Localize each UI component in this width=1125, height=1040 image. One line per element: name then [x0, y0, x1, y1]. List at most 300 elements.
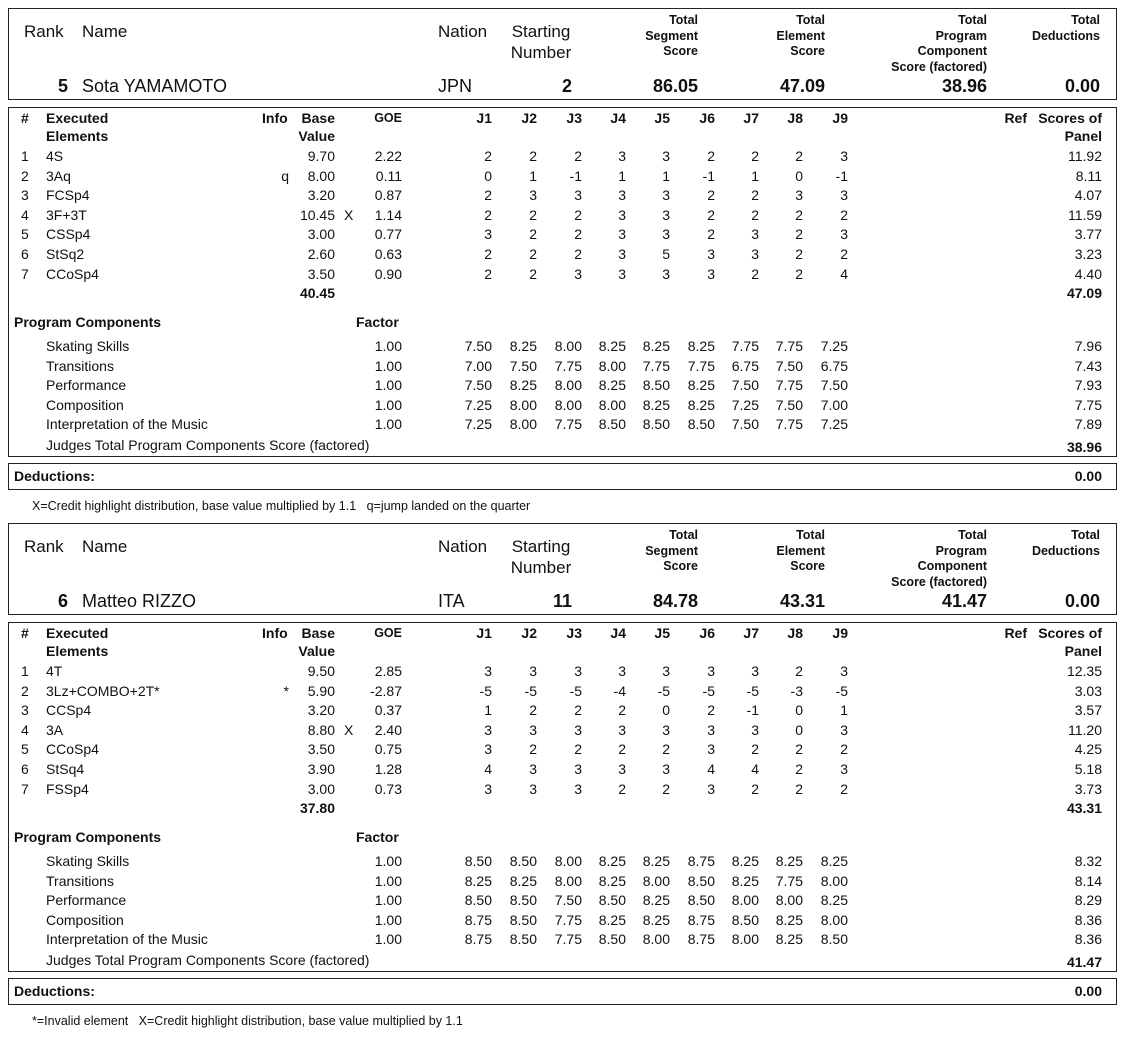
judge-component-mark: 7.50 — [731, 377, 759, 394]
judge-component-mark: 7.50 — [554, 892, 582, 909]
element-code: 4S — [46, 148, 64, 164]
judge-component-mark: 8.25 — [687, 338, 715, 354]
judge-component-mark: 8.00 — [642, 931, 670, 948]
element-code: 3F+3T — [46, 206, 87, 223]
rank-label: Rank — [24, 22, 64, 41]
judge-header: J9 — [832, 625, 848, 641]
tes-label: Score — [790, 559, 825, 573]
judge-goe: 3 — [618, 246, 626, 262]
judge-goe: 2 — [707, 148, 715, 164]
element-goe: 2.22 — [374, 148, 402, 164]
judge-component-mark: 8.75 — [464, 911, 492, 928]
judge-goe: 2 — [707, 206, 715, 223]
judge-goe: -5 — [835, 682, 848, 699]
total-segment-score: 86.05 — [652, 76, 698, 96]
judge-goe: 4 — [484, 761, 492, 777]
judge-component-mark: 7.75 — [642, 357, 670, 374]
judge-goe: 2 — [751, 741, 759, 758]
judge-goe: 2 — [840, 206, 848, 223]
judge-component-mark: 7.25 — [820, 338, 848, 354]
component-panel-score: 8.36 — [1074, 911, 1102, 928]
judge-component-mark: 8.25 — [598, 853, 626, 869]
judge-component-mark: 7.50 — [464, 377, 492, 394]
base-value-total: 40.45 — [299, 285, 335, 302]
judge-goe: 2 — [795, 780, 803, 797]
element-row — [0, 683, 1125, 703]
judge-component-mark: 8.25 — [642, 853, 670, 869]
judge-component-mark: 8.50 — [642, 416, 670, 433]
component-row — [0, 338, 1125, 358]
judge-header: J7 — [743, 625, 759, 641]
judge-goe: 3 — [529, 663, 537, 679]
judge-component-mark: 7.50 — [509, 357, 537, 374]
judge-goe: 4 — [707, 761, 715, 777]
total-element-score: 47.09 — [779, 76, 825, 96]
deductions-box — [8, 978, 1117, 1005]
element-base-value: 3.90 — [307, 761, 335, 777]
element-panel-score: 4.07 — [1074, 187, 1102, 204]
pcs-label: Component — [917, 559, 987, 573]
judge-component-mark: 8.50 — [598, 931, 626, 948]
component-factor: 1.00 — [374, 892, 402, 909]
deductions-label: Deductions: — [14, 468, 95, 484]
judge-component-mark: 8.50 — [687, 872, 715, 889]
judge-component-mark: 7.75 — [775, 872, 803, 889]
judge-goe: 2 — [707, 187, 715, 204]
judge-goe: -5 — [657, 682, 670, 699]
judge-component-mark: 8.00 — [554, 396, 582, 413]
component-name: Composition — [46, 911, 124, 928]
judge-goe: 2 — [751, 780, 759, 797]
judge-goe: 3 — [662, 148, 670, 164]
judge-header: J6 — [699, 625, 715, 641]
judge-goe: 2 — [618, 780, 626, 797]
element-number: 3 — [21, 187, 29, 204]
element-base-value: 10.45 — [299, 206, 335, 223]
judge-component-mark: 8.25 — [731, 872, 759, 889]
component-name: Interpretation of the Music — [46, 931, 208, 948]
judge-goe: 3 — [751, 226, 759, 243]
component-factor: 1.00 — [374, 377, 402, 394]
element-panel-score: 12.35 — [1066, 663, 1102, 679]
judge-goe: 2 — [574, 148, 582, 164]
judge-goe: -3 — [790, 682, 803, 699]
judge-goe: 2 — [795, 663, 803, 679]
judge-component-mark: 8.25 — [598, 911, 626, 928]
element-number: 2 — [21, 167, 29, 184]
judge-component-mark: 7.00 — [820, 396, 848, 413]
judge-goe: 2 — [484, 246, 492, 262]
component-name: Skating Skills — [46, 853, 130, 869]
judge-header: J9 — [832, 110, 848, 126]
judge-goe: 3 — [662, 226, 670, 243]
tes-label: Element — [776, 28, 825, 43]
judge-goe: 3 — [484, 721, 492, 738]
element-panel-score: 4.40 — [1074, 265, 1102, 282]
element-credit-flag: X — [344, 206, 354, 223]
judge-goe: 3 — [840, 663, 848, 679]
judge-component-mark: 8.25 — [687, 377, 715, 394]
judge-component-mark: 8.25 — [775, 931, 803, 948]
tes-label: Total — [796, 13, 825, 27]
judge-goe: 3 — [484, 663, 492, 679]
judge-goe: 3 — [707, 721, 715, 738]
element-number: 2 — [21, 682, 29, 699]
judge-component-mark: 7.00 — [464, 357, 492, 374]
element-panel-score: 11.59 — [1068, 206, 1102, 223]
judge-goe: 4 — [840, 265, 848, 282]
judge-goe: 3 — [662, 187, 670, 204]
element-number: 7 — [21, 265, 29, 282]
skater-name: Matteo RIZZO — [82, 591, 197, 611]
judge-goe: 2 — [529, 702, 537, 719]
element-base-value: 3.20 — [307, 187, 335, 204]
judge-component-mark: 8.00 — [509, 396, 537, 413]
judge-component-mark: 8.00 — [731, 892, 759, 909]
component-factor: 1.00 — [374, 931, 402, 948]
total-pcs: 38.96 — [941, 76, 987, 96]
skater-section — [0, 515, 1125, 1030]
name-label: Name — [82, 22, 128, 41]
judges-total-pcs-label: Judges Total Program Components Score (factored) — [46, 952, 370, 968]
component-row — [0, 358, 1125, 378]
component-name: Composition — [46, 396, 124, 413]
tss-label: Score — [663, 44, 698, 58]
judge-component-mark: 6.75 — [820, 357, 848, 374]
tss-label: Segment — [645, 543, 698, 558]
judge-goe: 3 — [529, 780, 537, 797]
judge-goe: -5 — [479, 682, 492, 699]
judge-goe: 2 — [574, 206, 582, 223]
judge-goe: 3 — [662, 265, 670, 282]
judge-component-mark: 8.50 — [731, 911, 759, 928]
component-factor: 1.00 — [374, 872, 402, 889]
judge-goe: 3 — [484, 226, 492, 243]
element-code: 3Aq — [46, 167, 71, 184]
judge-header: J1 — [476, 625, 492, 641]
judge-component-mark: 8.25 — [687, 396, 715, 413]
pcs-label: Total — [958, 13, 987, 27]
component-row — [0, 377, 1125, 397]
component-factor: 1.00 — [374, 853, 402, 869]
element-row — [0, 148, 1125, 168]
judge-goe: 2 — [529, 741, 537, 758]
element-goe: -2.87 — [370, 682, 402, 699]
component-row — [0, 873, 1125, 893]
judge-goe: 3 — [618, 721, 626, 738]
judge-component-mark: 8.00 — [731, 931, 759, 948]
element-base-value: 2.60 — [307, 246, 335, 262]
judge-component-mark: 8.50 — [509, 853, 537, 869]
element-panel-score: 11.92 — [1068, 148, 1102, 164]
judge-component-mark: 7.75 — [775, 416, 803, 433]
judge-goe: 3 — [574, 761, 582, 777]
judge-goe: 2 — [840, 780, 848, 797]
col-base-header: Base — [301, 625, 335, 641]
judge-component-mark: 8.25 — [598, 338, 626, 354]
judge-header: J3 — [566, 625, 582, 641]
col-info-header: Info — [262, 110, 288, 126]
judge-goe: 3 — [574, 187, 582, 204]
judge-goe: 1 — [484, 702, 492, 719]
element-goe: 1.28 — [374, 761, 402, 777]
deductions-value: 0.00 — [1074, 468, 1102, 484]
total-pcs: 41.47 — [941, 591, 987, 611]
element-goe: 0.77 — [374, 226, 402, 243]
judge-goe: 2 — [529, 206, 537, 223]
col-panel-header: Scores of — [1038, 625, 1102, 641]
element-row — [0, 207, 1125, 227]
program-components-header: Program Components — [14, 314, 162, 330]
judge-component-mark: 7.25 — [820, 416, 848, 433]
judge-goe: 1 — [618, 167, 626, 184]
element-number: 6 — [21, 761, 29, 777]
judge-component-mark: 6.75 — [731, 357, 759, 374]
tss-label: Total — [669, 13, 698, 27]
judge-component-mark: 8.50 — [509, 911, 537, 928]
judge-goe: 5 — [662, 246, 670, 262]
col-info-header: Info — [262, 625, 288, 641]
element-panel-score: 3.23 — [1074, 246, 1102, 262]
judge-component-mark: 8.25 — [509, 377, 537, 394]
judge-goe: 3 — [574, 265, 582, 282]
element-panel-score: 3.57 — [1074, 702, 1102, 719]
col-elements-header: Executed — [46, 110, 109, 126]
judge-goe: 3 — [751, 721, 759, 738]
skater-rank: 5 — [57, 76, 68, 96]
col-panel-header: Scores of — [1038, 110, 1102, 126]
judge-goe: 2 — [707, 226, 715, 243]
element-goe: 0.73 — [374, 780, 402, 797]
judge-goe: 3 — [707, 663, 715, 679]
judge-header: J1 — [476, 110, 492, 126]
judge-goe: 2 — [795, 148, 803, 164]
judge-goe: 3 — [840, 187, 848, 204]
component-panel-score: 8.14 — [1074, 872, 1102, 889]
element-goe: 2.40 — [374, 721, 402, 738]
element-code: 4T — [46, 663, 63, 679]
judge-component-mark: 8.00 — [642, 872, 670, 889]
judge-component-mark: 8.25 — [509, 872, 537, 889]
tes-label: Element — [776, 543, 825, 558]
judge-component-mark: 8.00 — [554, 338, 582, 354]
judge-goe: 3 — [840, 761, 848, 777]
judge-goe: 3 — [840, 148, 848, 164]
component-name: Transitions — [46, 872, 114, 889]
element-panel-score: 3.73 — [1074, 780, 1102, 797]
total-element-score: 43.31 — [779, 591, 825, 611]
judge-goe: 0 — [795, 721, 803, 738]
judge-component-mark: 8.00 — [820, 911, 848, 928]
component-panel-score: 7.93 — [1074, 377, 1102, 394]
element-panel-score: 4.25 — [1074, 741, 1102, 758]
judge-goe: 2 — [618, 741, 626, 758]
element-base-value: 3.00 — [307, 226, 335, 243]
deductions-label: Deductions — [1031, 543, 1100, 558]
judge-goe: 0 — [484, 167, 492, 184]
judge-component-mark: 8.50 — [509, 931, 537, 948]
element-number: 7 — [21, 780, 29, 797]
judge-component-mark: 7.50 — [464, 338, 492, 354]
judge-component-mark: 8.00 — [509, 416, 537, 433]
element-panel-score: 3.77 — [1074, 226, 1102, 243]
component-row — [0, 892, 1125, 912]
deductions-label: Deductions: — [14, 983, 95, 999]
judge-goe: 2 — [484, 187, 492, 204]
judge-goe: 2 — [529, 246, 537, 262]
pcs-label: Component — [917, 44, 987, 58]
footnote: *=Invalid element X=Credit highlight distribution, base value multiplied by 1.1 — [32, 1014, 463, 1028]
element-goe: 0.11 — [375, 167, 402, 184]
judge-goe: 1 — [662, 167, 670, 184]
col-goe-header: GOE — [374, 111, 402, 125]
judge-goe: 2 — [529, 148, 537, 164]
element-base-value: 3.20 — [307, 702, 335, 719]
judge-goe: -1 — [569, 167, 582, 184]
judge-header: J4 — [610, 110, 626, 126]
judge-goe: 3 — [618, 206, 626, 223]
judge-header: J4 — [610, 625, 626, 641]
judge-goe: 3 — [618, 187, 626, 204]
judge-goe: 3 — [529, 721, 537, 738]
starting-number-label: Number — [510, 558, 572, 577]
judge-goe: 2 — [751, 206, 759, 223]
judge-goe: 3 — [618, 265, 626, 282]
component-panel-score: 8.32 — [1074, 853, 1102, 869]
judge-goe: 2 — [840, 246, 848, 262]
judge-component-mark: 7.50 — [775, 357, 803, 374]
element-goe: 0.63 — [374, 246, 402, 262]
judge-component-mark: 8.25 — [775, 853, 803, 869]
judge-component-mark: 8.25 — [642, 911, 670, 928]
judge-component-mark: 8.75 — [464, 931, 492, 948]
judge-goe: 2 — [529, 265, 537, 282]
judge-component-mark: 8.25 — [642, 396, 670, 413]
component-row — [0, 397, 1125, 417]
judge-goe: 2 — [795, 761, 803, 777]
skater-starting-number: 11 — [552, 591, 572, 611]
judge-goe: 2 — [484, 265, 492, 282]
judge-header: J2 — [521, 625, 537, 641]
component-factor: 1.00 — [374, 911, 402, 928]
judge-goe: -4 — [613, 682, 626, 699]
judge-goe: 1 — [751, 167, 759, 184]
skater-rank: 6 — [57, 591, 68, 611]
judge-component-mark: 8.25 — [598, 872, 626, 889]
element-code: CCSp4 — [46, 702, 92, 719]
judge-component-mark: 8.00 — [554, 377, 582, 394]
judge-goe: 3 — [662, 721, 670, 738]
element-row — [0, 246, 1125, 266]
judge-component-mark: 8.25 — [509, 338, 537, 354]
judge-component-mark: 8.75 — [687, 931, 715, 948]
judge-component-mark: 8.50 — [464, 892, 492, 909]
judge-goe: 3 — [618, 663, 626, 679]
judge-goe: 0 — [662, 702, 670, 719]
judge-goe: 3 — [751, 663, 759, 679]
judge-goe: 2 — [574, 226, 582, 243]
judge-component-mark: 7.75 — [687, 357, 715, 374]
component-name: Skating Skills — [46, 338, 130, 354]
nation-label: Nation — [438, 537, 488, 556]
judge-goe: 2 — [574, 246, 582, 262]
tss-label: Total — [669, 528, 698, 542]
judge-goe: 3 — [662, 663, 670, 679]
component-name: Performance — [46, 377, 127, 394]
skater-starting-number: 2 — [561, 76, 572, 96]
program-components-header: Program Components — [14, 829, 162, 845]
judge-component-mark: 7.25 — [464, 396, 492, 413]
starting-number-label: Number — [510, 43, 572, 62]
judge-component-mark: 7.75 — [554, 911, 582, 928]
judge-goe: 3 — [662, 206, 670, 223]
factor-header: Factor — [356, 829, 399, 845]
judge-goe: 3 — [618, 761, 626, 777]
element-number: 4 — [21, 721, 29, 738]
total-segment-score: 84.78 — [652, 591, 698, 611]
judge-component-mark: 7.25 — [731, 396, 759, 413]
component-row — [0, 931, 1125, 951]
col-base-header: Value — [298, 643, 335, 659]
judge-goe: 0 — [795, 702, 803, 719]
judge-component-mark: 7.50 — [820, 377, 848, 394]
judge-goe: 4 — [751, 761, 759, 777]
component-panel-score: 7.89 — [1074, 416, 1102, 433]
element-row — [0, 168, 1125, 188]
judge-goe: 3 — [662, 761, 670, 777]
element-code: CSSp4 — [46, 226, 91, 243]
col-num-header: # — [21, 625, 29, 641]
element-panel-score: 5.18 — [1074, 761, 1102, 777]
judge-goe: 3 — [574, 721, 582, 738]
element-code: StSq4 — [46, 761, 85, 777]
element-row — [0, 741, 1125, 761]
element-base-value: 8.80 — [307, 721, 335, 738]
judge-goe: -1 — [746, 702, 759, 719]
judge-goe: 2 — [618, 702, 626, 719]
skater-nation: ITA — [438, 591, 465, 611]
judge-component-mark: 8.50 — [464, 853, 492, 869]
judge-goe: 2 — [751, 148, 759, 164]
skater-nation: JPN — [438, 76, 473, 96]
name-label: Name — [82, 537, 128, 556]
element-number: 6 — [21, 246, 29, 262]
component-factor: 1.00 — [374, 338, 402, 354]
element-panel-score: 11.20 — [1068, 721, 1102, 738]
judge-component-mark: 8.50 — [687, 416, 715, 433]
pcs-label: Score (factored) — [891, 59, 987, 74]
component-factor: 1.00 — [374, 357, 402, 374]
judge-header: J7 — [743, 110, 759, 126]
judge-component-mark: 8.25 — [820, 853, 848, 869]
judge-goe: 3 — [707, 265, 715, 282]
judge-goe: -5 — [702, 682, 715, 699]
element-base-value: 5.90 — [307, 682, 335, 699]
judge-goe: 3 — [795, 187, 803, 204]
component-panel-score: 8.36 — [1074, 931, 1102, 948]
element-row — [0, 187, 1125, 207]
element-row — [0, 761, 1125, 781]
judge-goe: 3 — [529, 187, 537, 204]
skater-name: Sota YAMAMOTO — [82, 76, 228, 96]
elements-score-total: 47.09 — [1066, 285, 1102, 302]
judge-component-mark: 8.00 — [598, 357, 626, 374]
judge-component-mark: 8.50 — [598, 416, 626, 433]
footnote: X=Credit highlight distribution, base value multiplied by 1.1 q=jump landed on the quarter — [32, 499, 531, 513]
judges-total-pcs-label: Judges Total Program Components Score (factored) — [46, 437, 370, 453]
component-panel-score: 8.29 — [1074, 892, 1102, 909]
judge-goe: -1 — [702, 167, 715, 184]
